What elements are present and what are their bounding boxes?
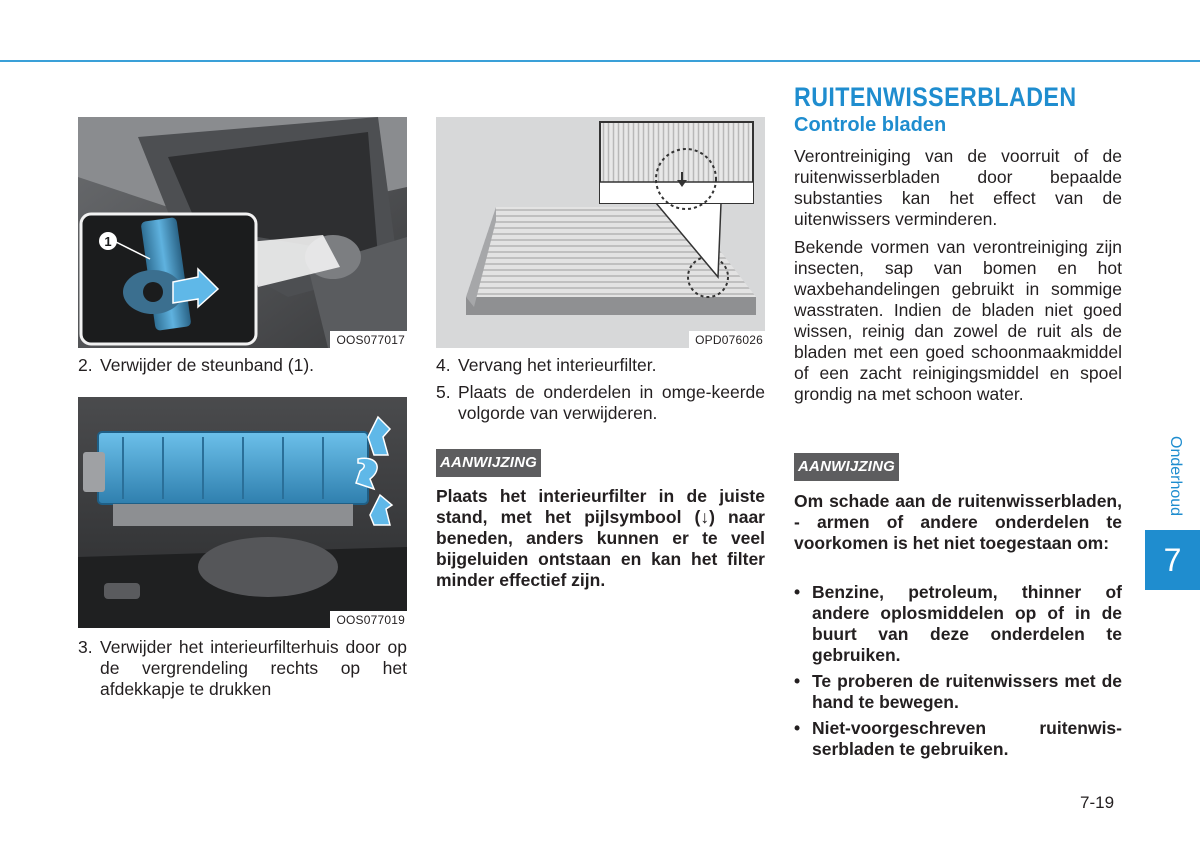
- step-5: [436, 382, 765, 424]
- step-text: Vervang het interieurfilter.: [458, 355, 657, 375]
- chapter-label: Onderhoud: [1167, 436, 1184, 517]
- callout-number: 1: [104, 234, 112, 249]
- section-subtitle: Controle bladen: [794, 114, 947, 136]
- glovebox-strap-illustration: [78, 117, 407, 348]
- step-number: 3.: [78, 637, 93, 657]
- step-3: [78, 637, 407, 700]
- list-item-text: Te proberen de ruitenwissers met de hand te bewegen.: [812, 671, 1122, 712]
- paragraph-common-contaminants: Bekende vormen van verontreiniging zijn insecten, sap van bomen en hot waxbehandelingen gebruikt in sommige wasstraten. Indien de bladen niet goed wissen, reinig dan zowel de ruit als de bladen met een goed schoonmaakmiddel of een zacht reinigingsmiddel en spoel grondig na met schoon water.: [794, 237, 1122, 404]
- step-text: Plaats de onderdelen in omge-keerde volgorde van verwijderen.: [458, 382, 765, 423]
- filter-housing-illustration: [78, 397, 407, 628]
- figure-code: OOS077019: [330, 611, 407, 628]
- chapter-tab: 7: [1145, 530, 1200, 590]
- figure-glovebox-strap: [78, 117, 407, 348]
- section-title: RUITENWISSERBLADEN: [794, 82, 1077, 112]
- figure-code: OPD076026: [689, 331, 765, 348]
- cabin-filter-illustration: [436, 117, 765, 348]
- step-number: 4.: [436, 355, 451, 375]
- step-number: 2.: [78, 355, 93, 375]
- note-badge: AANWIJZING: [436, 449, 541, 477]
- list-item: [794, 582, 1122, 666]
- bullet-icon: •: [794, 671, 801, 691]
- figure-filter-housing: [78, 397, 407, 628]
- note-badge: AANWIJZING: [794, 453, 899, 481]
- paragraph-contamination: Verontreiniging van de voorruit of de ruitenwisserbladen door bepaalde substanties kan het effect van de uitenwissers verminderen.: [794, 146, 1122, 229]
- step-4: [436, 355, 765, 376]
- bullet-icon: •: [794, 582, 801, 602]
- bullet-icon: •: [794, 718, 801, 738]
- list-item: [794, 671, 1122, 713]
- note-bullet-list: [794, 582, 1122, 765]
- note-text: Plaats het interieurfilter in de juiste stand, met het pijlsymbool (↓) naar beneden, anders kunnen er te veel bijgeluiden ontstaan en kan het filter minder effectief zijn.: [436, 486, 765, 590]
- figure-cabin-filter: [436, 117, 765, 348]
- list-item-text: Benzine, petroleum, thinner of andere oplosmiddelen op of in de buurt van deze onderdelen te gebruiken.: [812, 582, 1122, 665]
- figure-code: OOS077017: [330, 331, 407, 348]
- step-2: [78, 355, 407, 376]
- list-item-text: Niet-voorgeschreven ruitenwis-serbladen te gebruiken.: [812, 718, 1122, 759]
- step-text: Verwijder de steunband (1).: [100, 355, 315, 375]
- page-number: 7-19: [1080, 793, 1115, 812]
- header-rule: [0, 60, 1200, 62]
- step-text: Verwijder het interieurfilterhuis door op de vergrendeling rechts op het afdekkapje te drukken: [100, 637, 407, 699]
- step-number: 5.: [436, 382, 451, 402]
- note-intro: Om schade aan de ruitenwisserbladen, - armen of andere onderdelen te voorkomen is het niet toegestaan om:: [794, 491, 1122, 553]
- list-item: [794, 718, 1122, 760]
